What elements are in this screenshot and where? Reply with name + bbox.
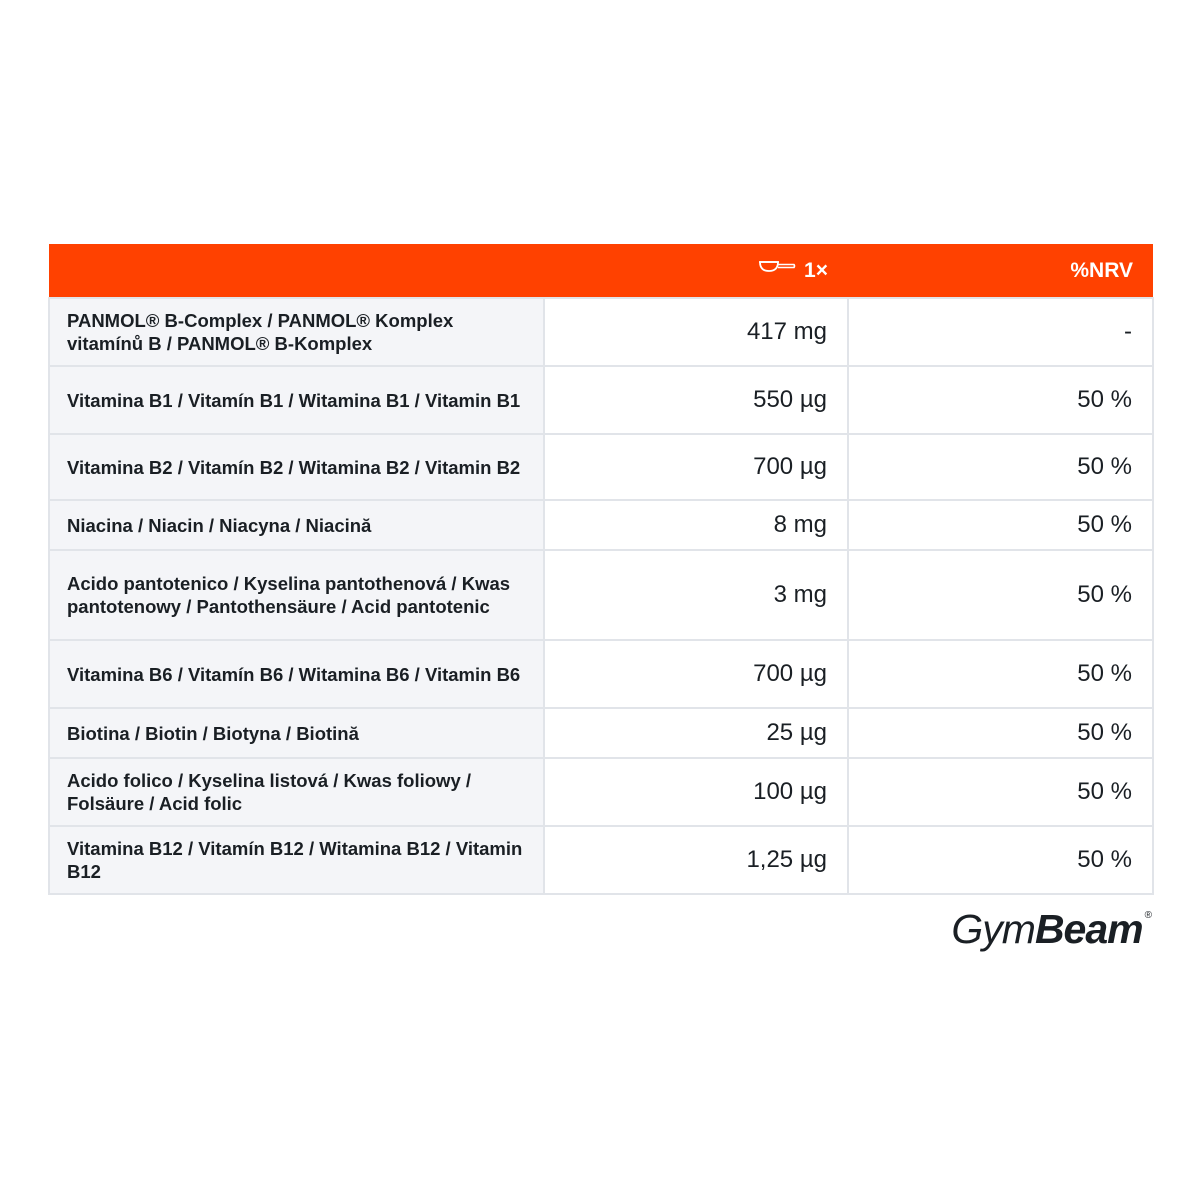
gymbeam-logo (951, 906, 1152, 953)
nutrient-name: Vitamina B12 / Vitamín B12 / Witamina B12 / Vitamin B12 (49, 826, 544, 894)
table-row (49, 708, 1153, 758)
table-row (49, 500, 1153, 550)
nutrient-amount: 417 mg (544, 298, 848, 366)
nutrient-name: Vitamina B6 / Vitamín B6 / Witamina B6 / Vitamin B6 (49, 640, 544, 708)
nutrient-name: Biotina / Biotin / Biotyna / Biotină (49, 708, 544, 758)
logo-text-beam: Beam (1034, 906, 1143, 952)
table-row (49, 550, 1153, 640)
nutrient-amount: 550 µg (544, 366, 848, 434)
nutrient-nrv: 50 % (848, 826, 1153, 894)
nutrient-amount: 25 µg (544, 708, 848, 758)
header-row (49, 244, 1153, 298)
nutrient-nrv: 50 % (848, 434, 1153, 500)
nutrient-name: Vitamina B1 / Vitamín B1 / Witamina B1 / Vitamin B1 (49, 366, 544, 434)
nutrient-amount: 700 µg (544, 434, 848, 500)
nutrient-name: Niacina / Niacin / Niacyna / Niacină (49, 500, 544, 550)
table-row (49, 640, 1153, 708)
nutrition-table (48, 244, 1154, 895)
nutrient-nrv: 50 % (848, 550, 1153, 640)
serving-label: 1× (804, 258, 828, 282)
nutrient-name: Acido folico / Kyselina listová / Kwas foliowy / Folsäure / Acid folic (49, 758, 544, 826)
nutrient-amount: 700 µg (544, 640, 848, 708)
nutrient-nrv: 50 % (848, 366, 1153, 434)
header-nrv-cell: %NRV (1070, 258, 1133, 282)
header-serving-cell (544, 244, 848, 298)
table-row (49, 434, 1153, 500)
table-row (49, 826, 1153, 894)
nutrient-amount: 100 µg (544, 758, 848, 826)
nutrition-table-wrapper (48, 244, 1152, 895)
nutrient-name: Vitamina B2 / Vitamín B2 / Witamina B2 / Vitamin B2 (49, 434, 544, 500)
nutrient-name: PANMOL® B-Complex / PANMOL® Komplex vitamínů B / PANMOL® B-Komplex (49, 298, 544, 366)
scoop-icon (758, 257, 796, 281)
table-row (49, 758, 1153, 826)
table-header (49, 244, 1153, 298)
header-name-cell (49, 244, 544, 298)
nutrient-nrv: 50 % (848, 500, 1153, 550)
nutrient-amount: 8 mg (544, 500, 848, 550)
nutrient-nrv: 50 % (848, 758, 1153, 826)
nutrient-amount: 1,25 µg (544, 826, 848, 894)
nutrient-name: Acido pantotenico / Kyselina pantothenová / Kwas pantotenowy / Pantothensäure / Acid pantotenic (49, 550, 544, 640)
registered-mark: ® (1144, 910, 1152, 921)
table-row (49, 366, 1153, 434)
table-body (49, 298, 1153, 894)
nutrient-amount: 3 mg (544, 550, 848, 640)
nutrient-nrv: 50 % (848, 640, 1153, 708)
logo-text-gym: Gym (951, 906, 1035, 952)
nutrient-nrv: 50 % (848, 708, 1153, 758)
table-row (49, 298, 1153, 366)
nutrient-nrv: - (848, 298, 1153, 366)
